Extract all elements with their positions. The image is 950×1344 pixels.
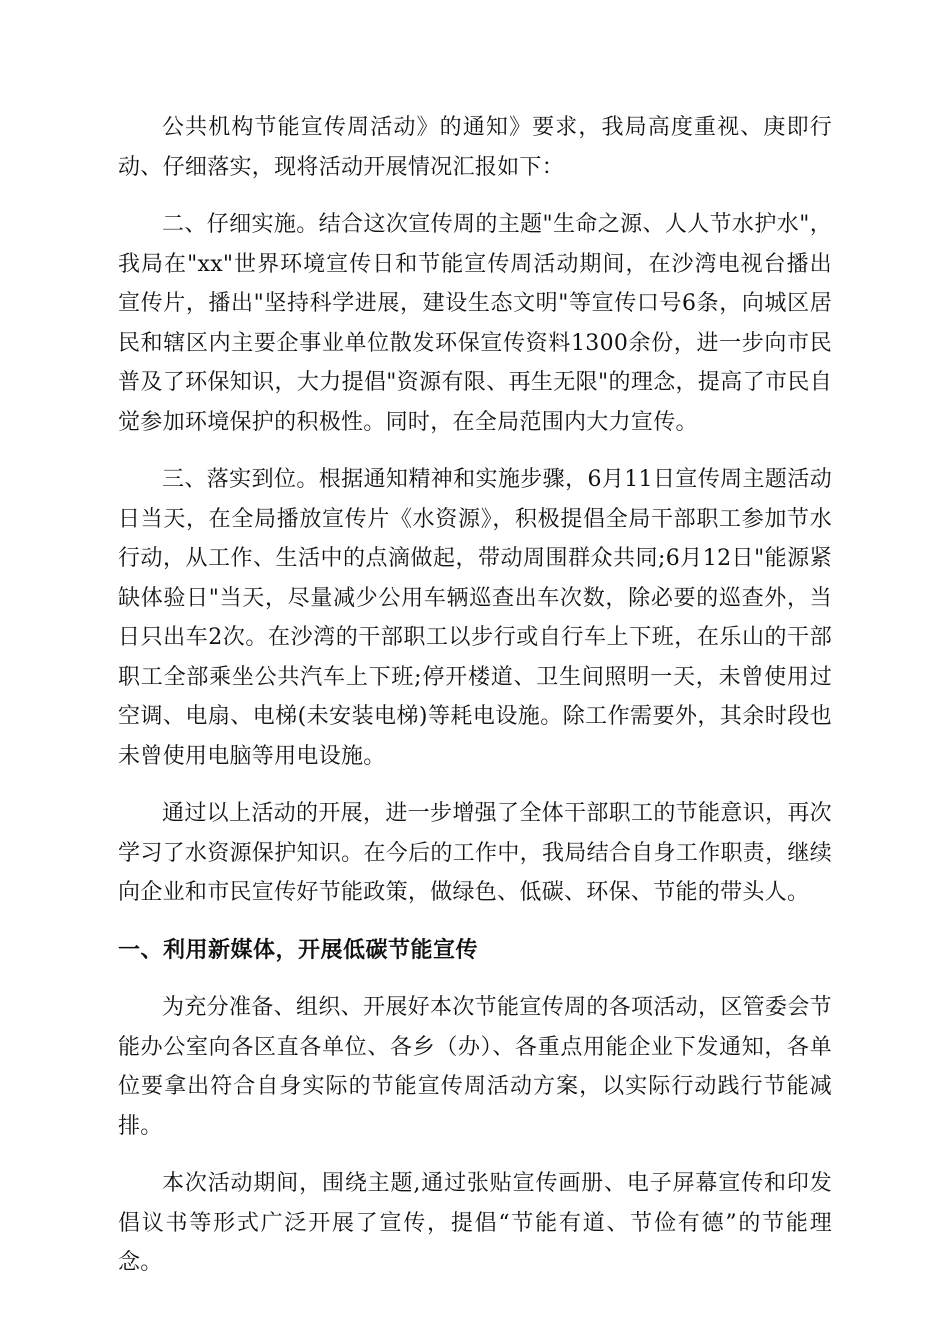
paragraph-summary: 通过以上活动的开展，进一步增强了全体干部职工的节能意识，再次学习了水资源保护知识。在今后的工作中，我局结合自身工作职责，继续向企业和市民宣传好节能政策，做绿色、低碳、环保、节能的带头人。 [118, 801, 832, 905]
paragraph-section-two: 二、仔细实施。结合这次宣传周的主题"生命之源、人人节水护水"，我局在"xx"世界环境宣传日和节能宣传周活动期间，在沙湾电视台播出宣传片，播出"坚持科学进展，建设生态文明"等宣传口号6条，向城区居民和辖区内主要企事业单位散发环保宣传资料1300余份，进一步向市民普及了环保知识，大力提倡"资源有限、再生无限"的理念，提高了市民自觉参加环境保护的积极性。同时，在全局范围内大力宣传。 [118, 212, 832, 435]
paragraph-preparation: 为充分准备、组织、开展好本次节能宣传周的各项活动，区管委会节能办公室向各区直各单位、各乡（办）、各重点用能企业下发通知，各单位要拿出符合自身实际的节能宣传周活动方案，以实际行动践行节能减排。 [118, 995, 832, 1139]
document-page [118, 108, 832, 1283]
paragraph-intro: 公共机构节能宣传周活动》的通知》要求，我局高度重视、庚即行动、仔细落实，现将活动开展情况汇报如下： [118, 115, 832, 180]
paragraph-activities: 本次活动期间，围绕主题,通过张贴宣传画册、电子屏幕宣传和印发倡议书等形式广泛开展了宣传，提倡“节能有道、节俭有德”的节能理念。 [118, 1171, 832, 1275]
section-heading: 一、利用新媒体，开展低碳节能宣传 [118, 937, 479, 963]
paragraph-section-three: 三、落实到位。根据通知精神和实施步骤，6月11日宣传周主题活动日当天，在全局播放宣传片《水资源》，积极提倡全局干部职工参加节水行动，从工作、生活中的点滴做起，带动周围群众共同;6月12日"能源紧缺体验日"当天，尽量减少公用车辆巡查出车次数，除必要的巡查外，当日只出车2次。在沙湾的干部职工以步行或自行车上下班，在乐山的干部职工全部乘坐公共汽车上下班;停开楼道、卫生间照明一天，未曾使用过空调、电扇、电梯(未安装电梯)等耗电设施。除工作需要外，其余时段也未曾使用电脑等用电设施。 [118, 467, 832, 769]
